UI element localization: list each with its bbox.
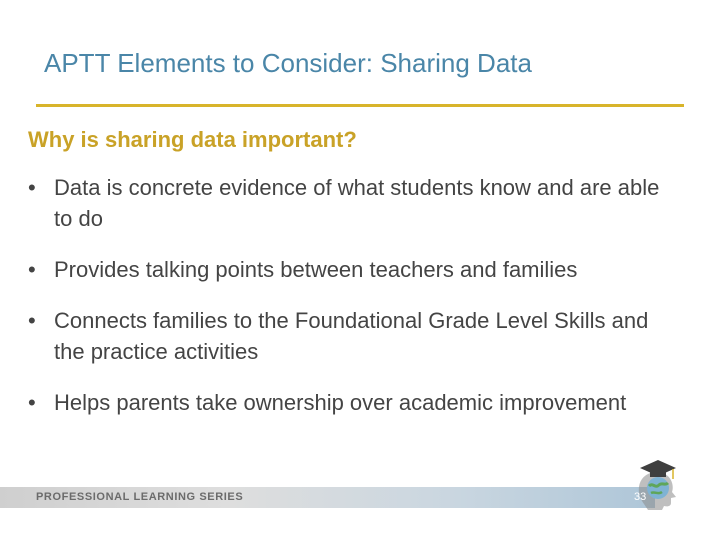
title-divider [36, 104, 684, 107]
bullet-marker: • [28, 175, 36, 200]
bullet-item [28, 305, 678, 367]
bullet-text: Data is concrete evidence of what students know and are able to do [54, 175, 660, 231]
bullet-item [28, 387, 678, 418]
footer-series-label: PROFESSIONAL LEARNING SERIES [36, 491, 244, 503]
bullet-marker: • [28, 308, 36, 333]
bullet-text: Connects families to the Foundational Grade Level Skills and the practice activities [54, 308, 649, 364]
bullet-marker: • [28, 257, 36, 282]
bullet-marker: • [28, 390, 36, 415]
bullet-list [28, 172, 678, 438]
bullet-item [28, 254, 678, 285]
bullet-text: Provides talking points between teachers and families [54, 257, 578, 282]
bullet-item [28, 172, 678, 234]
bullet-text: Helps parents take ownership over academic improvement [54, 390, 627, 415]
graduation-cap-globe-head-logo-icon [624, 452, 684, 512]
page-number: 33 [634, 491, 647, 503]
slide-title: APTT Elements to Consider: Sharing Data [44, 48, 532, 78]
slide-subtitle: Why is sharing data important? [28, 127, 357, 152]
